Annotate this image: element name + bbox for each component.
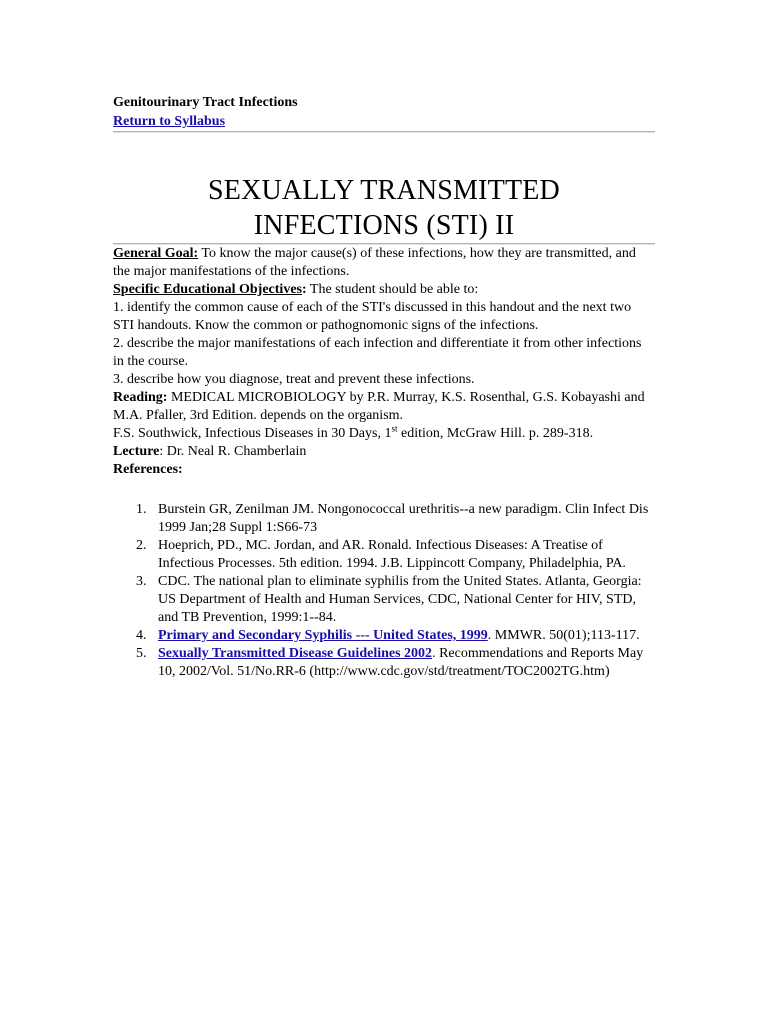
std-guidelines-link[interactable]: Sexually Transmitted Disease Guidelines 2002: [158, 646, 433, 661]
reference-number: 5.: [136, 646, 147, 661]
objectives-label-colon: :: [302, 282, 307, 297]
southwick-text-after: edition, McGraw Hill. p. 289-318.: [397, 426, 594, 441]
top-divider: [113, 131, 655, 133]
document-body: [113, 94, 655, 681]
page-title: [113, 173, 655, 243]
objectives-label: Specific Educational Objectives: [113, 282, 302, 297]
lecture-text: : Dr. Neal R. Chamberlain: [159, 444, 307, 459]
objective-item: 3. describe how you diagnose, treat and prevent these infections.: [113, 372, 475, 387]
references-heading: References:: [113, 462, 183, 477]
southwick-paragraph: [113, 425, 655, 443]
page-title-line-2: INFECTIONS (STI) II: [253, 210, 515, 241]
general-goal-label: General Goal:: [113, 246, 199, 261]
reference-text: Burstein GR, Zenilman JM. Nongonococcal urethritis--a new paradigm. Clin Infect Dis 1999 Jan;28 Suppl 1:S66-73: [158, 502, 649, 535]
reading-label: Reading:: [113, 390, 168, 405]
objective-item: 1. identify the common cause of each of the STI's discussed in this handout and the next two STI handouts. Know the common or pathognomonic signs of the infections.: [113, 300, 632, 333]
reference-text: . Recommendations and Reports May 10, 2002/Vol. 51/No.RR-6 (http://www.cdc.gov/std/treatment/TOC2002TG.htm): [158, 646, 644, 679]
reference-number: 2.: [136, 538, 147, 553]
reference-text: Hoeprich, PD., MC. Jordan, and AR. Ronald. Infectious Diseases: A Treatise of Infectious Processes. 5th edition. 1994. J.B. Lippincott Company, Philadelphia, PA.: [158, 538, 626, 571]
reference-text: CDC. The national plan to eliminate syphilis from the United States. Atlanta, Georgia: US Department of Health and Human Services, CDC, National Center for HIV, STD, and TB Prevention, 1999:1--84.: [158, 574, 642, 625]
reference-item: [113, 501, 655, 537]
reading-paragraph: [113, 389, 655, 425]
reference-item: [113, 573, 655, 627]
southwick-text-before: F.S. Southwick, Infectious Diseases in 30 Days, 1: [113, 426, 392, 441]
reference-text: . MMWR. 50(01);113-117.: [487, 628, 640, 643]
return-to-syllabus-link[interactable]: Return to Syllabus: [113, 114, 226, 129]
general-goal-text: To know the major cause(s) of these infections, how they are transmitted, and the major manifestations of the infections.: [113, 246, 636, 279]
reference-number: 4.: [136, 628, 147, 643]
syphilis-mmwr-link[interactable]: Primary and Secondary Syphilis --- United States, 1999: [158, 628, 488, 643]
reference-number: 3.: [136, 574, 147, 589]
lecture-paragraph: [113, 443, 655, 461]
reference-item: [113, 627, 655, 645]
reference-item: [113, 645, 655, 681]
objective-item: 2. describe the major manifestations of each infection and differentiate it from other infections in the course.: [113, 336, 642, 369]
objectives-intro-text: The student should be able to:: [306, 282, 479, 297]
reference-number: 1.: [136, 502, 147, 517]
objectives-intro-paragraph: [113, 281, 655, 299]
page-title-line-1: SEXUALLY TRANSMITTED: [208, 175, 560, 206]
lecture-label: Lecture: [113, 444, 160, 459]
section-title: Genitourinary Tract Infections: [113, 95, 298, 110]
general-goal-paragraph: [113, 245, 655, 281]
southwick-superscript: st: [391, 423, 398, 434]
references-list: [113, 501, 655, 681]
reading-text: MEDICAL MICROBIOLOGY by P.R. Murray, K.S. Rosenthal, G.S. Kobayashi and M.A. Pfaller, 3rd Edition. depends on the organism.: [113, 390, 645, 423]
reference-item: [113, 537, 655, 573]
